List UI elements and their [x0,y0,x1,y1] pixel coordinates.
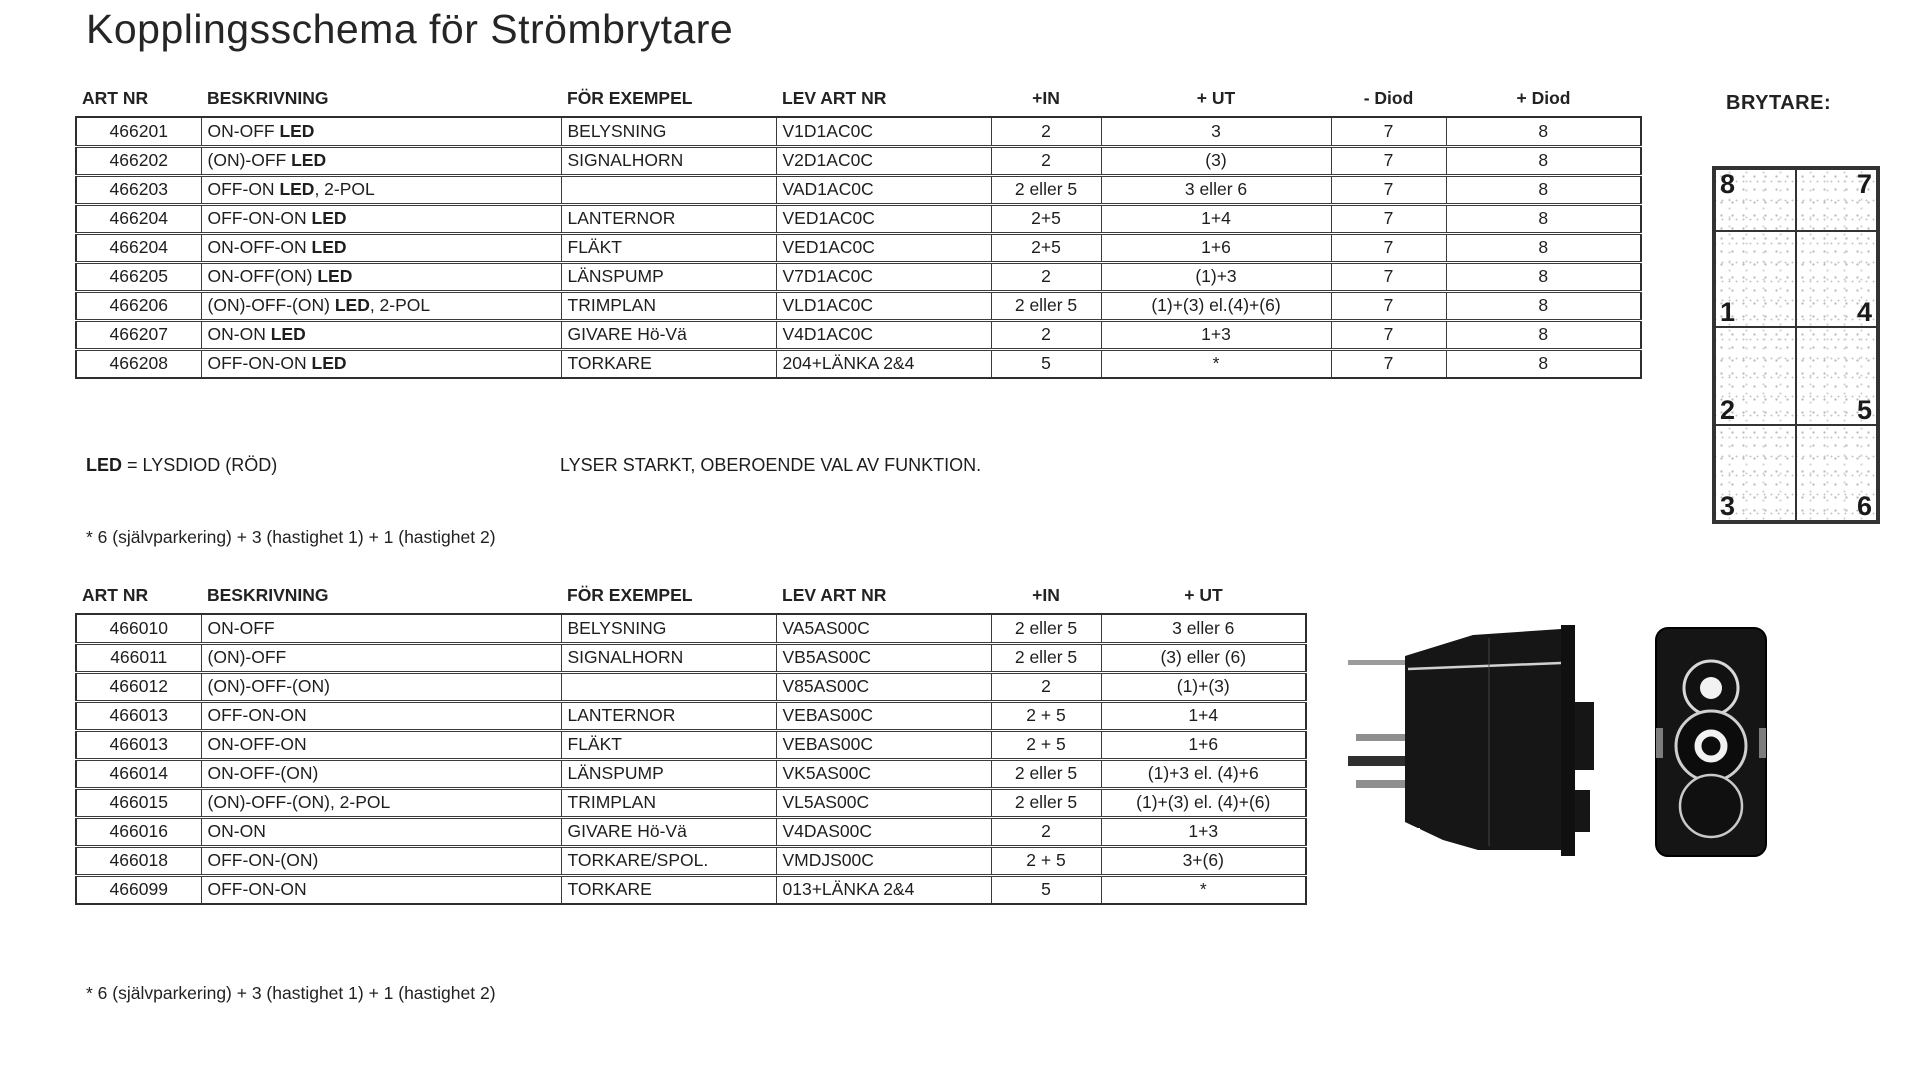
table-cell: 7 [1331,262,1446,291]
table-cell: OFF-ON LED, 2-POL [201,175,561,204]
table-cell: 466013 [76,701,201,730]
table-cell: 2 + 5 [991,701,1101,730]
brytare-pin-cell-1 [1715,231,1796,327]
table-cell: 8 [1446,349,1641,378]
table-cell: OFF-ON-ON LED [201,349,561,378]
table-cell: SIGNALHORN [561,643,776,672]
table-cell: 2 [991,146,1101,175]
table-cell: SIGNALHORN [561,146,776,175]
col-header-for-exempel: FÖR EXEMPEL [567,88,693,108]
table-cell: VLD1AC0C [776,291,991,320]
table-cell: 7 [1331,291,1446,320]
table-cell: 2 [991,320,1101,349]
table-row [76,701,1306,730]
table-cell: (ON)-OFF-(ON) [201,672,561,701]
brytare-pin-cell-7 [1796,169,1877,231]
table-cell: VAD1AC0C [776,175,991,204]
table-cell: VL5AS00C [776,788,991,817]
table-row [76,875,1306,904]
table-row [76,672,1306,701]
table-cell: 466208 [76,349,201,378]
table-cell: FLÄKT [561,730,776,759]
table-cell: TRIMPLAN [561,788,776,817]
col-header-beskrivning: BESKRIVNING [207,585,329,605]
table-cell: 2+5 [991,204,1101,233]
standard-switch-table [75,585,1307,905]
table-cell: V1D1AC0C [776,117,991,146]
pin-number: 6 [1856,490,1872,521]
table-cell: 204+LÄNKA 2&4 [776,349,991,378]
table-cell: 466010 [76,614,201,643]
table-cell: 2 + 5 [991,846,1101,875]
table-cell: 8 [1446,291,1641,320]
brytare-pin-cell-3 [1715,425,1796,521]
pin-number: 8 [1720,169,1736,199]
table-cell: 466206 [76,291,201,320]
brytare-pin-cell-2 [1715,327,1796,425]
table-row [76,788,1306,817]
brytare-pin-cell-4 [1796,231,1877,327]
brytare-pin-cell-8 [1715,169,1796,231]
table-cell: 8 [1446,146,1641,175]
pin-number: 1 [1720,296,1736,327]
brytare-pin-diagram [1712,166,1880,524]
table-cell: OFF-ON-(ON) [201,846,561,875]
table-cell: VED1AC0C [776,204,991,233]
table-cell: VMDJS00C [776,846,991,875]
table-cell: VK5AS00C [776,759,991,788]
table-cell: 3 eller 6 [1101,175,1331,204]
led-switch-table [75,88,1642,379]
table-cell: VA5AS00C [776,614,991,643]
table-cell: 466013 [76,730,201,759]
table-cell: 3 [1101,117,1331,146]
table-cell: TORKARE [561,875,776,904]
table-cell: V7D1AC0C [776,262,991,291]
table-cell: 1+4 [1101,701,1306,730]
table-cell: 1+4 [1101,204,1331,233]
table-cell: 7 [1331,117,1446,146]
table-cell: TORKARE/SPOL. [561,846,776,875]
col-header-for-exempel: FÖR EXEMPEL [567,585,693,605]
table-cell: (1)+3 [1101,262,1331,291]
table-cell: BELYSNING [561,117,776,146]
table-cell: 466014 [76,759,201,788]
table-cell: ON-OFF LED [201,117,561,146]
table-cell: 2 eller 5 [991,643,1101,672]
table-cell: 7 [1331,175,1446,204]
col-header-minus-diod: - Diod [1363,88,1414,108]
table-row [76,643,1306,672]
table-cell: (3) [1101,146,1331,175]
table-cell: 2 eller 5 [991,759,1101,788]
table-cell: 466205 [76,262,201,291]
table-cell: ON-ON [201,817,561,846]
table-cell: (1)+(3) el. (4)+(6) [1101,788,1306,817]
pin-number: 3 [1720,490,1736,521]
table-cell: 013+LÄNKA 2&4 [776,875,991,904]
table-cell: 8 [1446,175,1641,204]
table-row [76,759,1306,788]
table-cell: 2 [991,117,1101,146]
table-cell: 8 [1446,262,1641,291]
table-cell: FLÄKT [561,233,776,262]
rocker-switch-side-view-image [1348,622,1598,865]
table-cell: 8 [1446,204,1641,233]
table-cell: LANTERNOR [561,701,776,730]
col-header-lev-art-nr: LEV ART NR [782,585,887,605]
col-header-in: +IN [1032,585,1060,605]
table-cell: BELYSNING [561,614,776,643]
table-cell: 7 [1331,204,1446,233]
table-cell: (3) eller (6) [1101,643,1306,672]
table-cell: 466207 [76,320,201,349]
table-cell: 466015 [76,788,201,817]
table-cell: 466202 [76,146,201,175]
table-cell: 466012 [76,672,201,701]
table-cell: ON-OFF(ON) LED [201,262,561,291]
table-cell: 5 [991,875,1101,904]
table-cell [561,175,776,204]
table-cell: GIVARE Hö-Vä [561,817,776,846]
table-row [76,730,1306,759]
table-cell: 2 [991,262,1101,291]
table-row [76,349,1641,378]
table-cell: V4DAS00C [776,817,991,846]
table-cell: VB5AS00C [776,643,991,672]
table-row [76,846,1306,875]
table-header-row [76,585,1306,614]
brytare-pin-cell-6 [1796,425,1877,521]
led-behavior-note: LYSER STARKT, OBEROENDE VAL AV FUNKTION. [560,455,982,475]
footnote-bottom: * 6 (självparkering) + 3 (hastighet 1) + 1 (hastighet 2) [86,983,496,1003]
col-header-plus-diod: + Diod [1516,88,1571,108]
table-header-row [76,88,1641,117]
table-cell: 7 [1331,146,1446,175]
table-cell: OFF-ON-ON [201,701,561,730]
table-cell: 1+3 [1101,320,1331,349]
table-cell: LÄNSPUMP [561,759,776,788]
table-row [76,320,1641,349]
table-cell: GIVARE Hö-Vä [561,320,776,349]
table-cell: VEBAS00C [776,730,991,759]
table-cell: LANTERNOR [561,204,776,233]
table-row [76,614,1306,643]
table-row [76,262,1641,291]
table-cell: ON-OFF [201,614,561,643]
table-cell: 7 [1331,320,1446,349]
table-cell: * [1101,349,1331,378]
rocker-switch-front-view-image [1653,624,1771,867]
table-row [76,817,1306,846]
table-cell: 466201 [76,117,201,146]
table-cell: 7 [1331,233,1446,262]
col-header-beskrivning: BESKRIVNING [207,88,329,108]
table-cell: (ON)-OFF LED [201,146,561,175]
table-cell: 466016 [76,817,201,846]
table-row [76,117,1641,146]
table-cell: 2 [991,672,1101,701]
table-cell: * [1101,875,1306,904]
table-cell: 2 eller 5 [991,614,1101,643]
pin-number: 4 [1856,296,1872,327]
table-cell: (ON)-OFF-(ON) LED, 2-POL [201,291,561,320]
table-cell: OFF-ON-ON [201,875,561,904]
table-cell: 2 [991,817,1101,846]
table-cell: 466011 [76,643,201,672]
table-cell: 7 [1331,349,1446,378]
table-cell: TRIMPLAN [561,291,776,320]
table-cell: ON-ON LED [201,320,561,349]
table-cell: OFF-ON-ON LED [201,204,561,233]
table-cell: 1+6 [1101,730,1306,759]
table-cell: 8 [1446,233,1641,262]
table-cell: (1)+(3) [1101,672,1306,701]
col-header-ut: + UT [1184,585,1223,605]
table-row [76,204,1641,233]
page-title: Kopplingsschema för Strömbrytare [86,6,734,52]
table-cell: ON-OFF-ON [201,730,561,759]
table-cell: 466099 [76,875,201,904]
footnote-top: * 6 (självparkering) + 3 (hastighet 1) + 1 (hastighet 2) [86,527,496,547]
brytare-label: BRYTARE: [1726,92,1832,114]
table-cell: 1+3 [1101,817,1306,846]
table-cell: (1)+3 el. (4)+6 [1101,759,1306,788]
brytare-pin-cell-5 [1796,327,1877,425]
table-cell: (ON)-OFF-(ON), 2-POL [201,788,561,817]
led-definition: LED = LYSDIOD (RÖD) [86,455,278,475]
table-cell: 3 eller 6 [1101,614,1306,643]
table-cell: (1)+(3) el.(4)+(6) [1101,291,1331,320]
pin-number: 2 [1720,394,1736,425]
table-cell: ON-OFF-(ON) [201,759,561,788]
table-cell: 5 [991,349,1101,378]
table-cell: VED1AC0C [776,233,991,262]
table-cell: VEBAS00C [776,701,991,730]
led-note-row [86,455,981,476]
table-cell: LÄNSPUMP [561,262,776,291]
table-cell: 1+6 [1101,233,1331,262]
table-cell [561,672,776,701]
rocker-switch-front-view-icon [1653,624,1771,862]
col-header-lev-art-nr: LEV ART NR [782,88,887,108]
table-cell: 2 + 5 [991,730,1101,759]
led-switch-table-grid [75,88,1642,379]
table-cell: 2 eller 5 [991,175,1101,204]
standard-switch-table-grid [75,585,1307,905]
table-cell: ON-OFF-ON LED [201,233,561,262]
table-cell: 466203 [76,175,201,204]
table-row [76,175,1641,204]
table-row [76,146,1641,175]
table-cell: 466018 [76,846,201,875]
col-header-artnr: ART NR [82,585,149,605]
table-cell: 3+(6) [1101,846,1306,875]
table-cell: 466204 [76,204,201,233]
col-header-in: +IN [1032,88,1060,108]
table-cell: V85AS00C [776,672,991,701]
table-row [76,233,1641,262]
pin-number: 7 [1856,169,1872,199]
table-cell: 466204 [76,233,201,262]
col-header-ut: + UT [1196,88,1236,108]
pin-number: 5 [1856,394,1872,425]
table-cell: 2 eller 5 [991,291,1101,320]
table-cell: (ON)-OFF [201,643,561,672]
table-cell: 8 [1446,320,1641,349]
col-header-artnr: ART NR [82,88,149,108]
table-row [76,291,1641,320]
table-cell: 2+5 [991,233,1101,262]
table-cell: 8 [1446,117,1641,146]
table-cell: V4D1AC0C [776,320,991,349]
rocker-switch-side-view-icon [1348,622,1598,860]
table-cell: TORKARE [561,349,776,378]
table-cell: V2D1AC0C [776,146,991,175]
table-cell: 2 eller 5 [991,788,1101,817]
